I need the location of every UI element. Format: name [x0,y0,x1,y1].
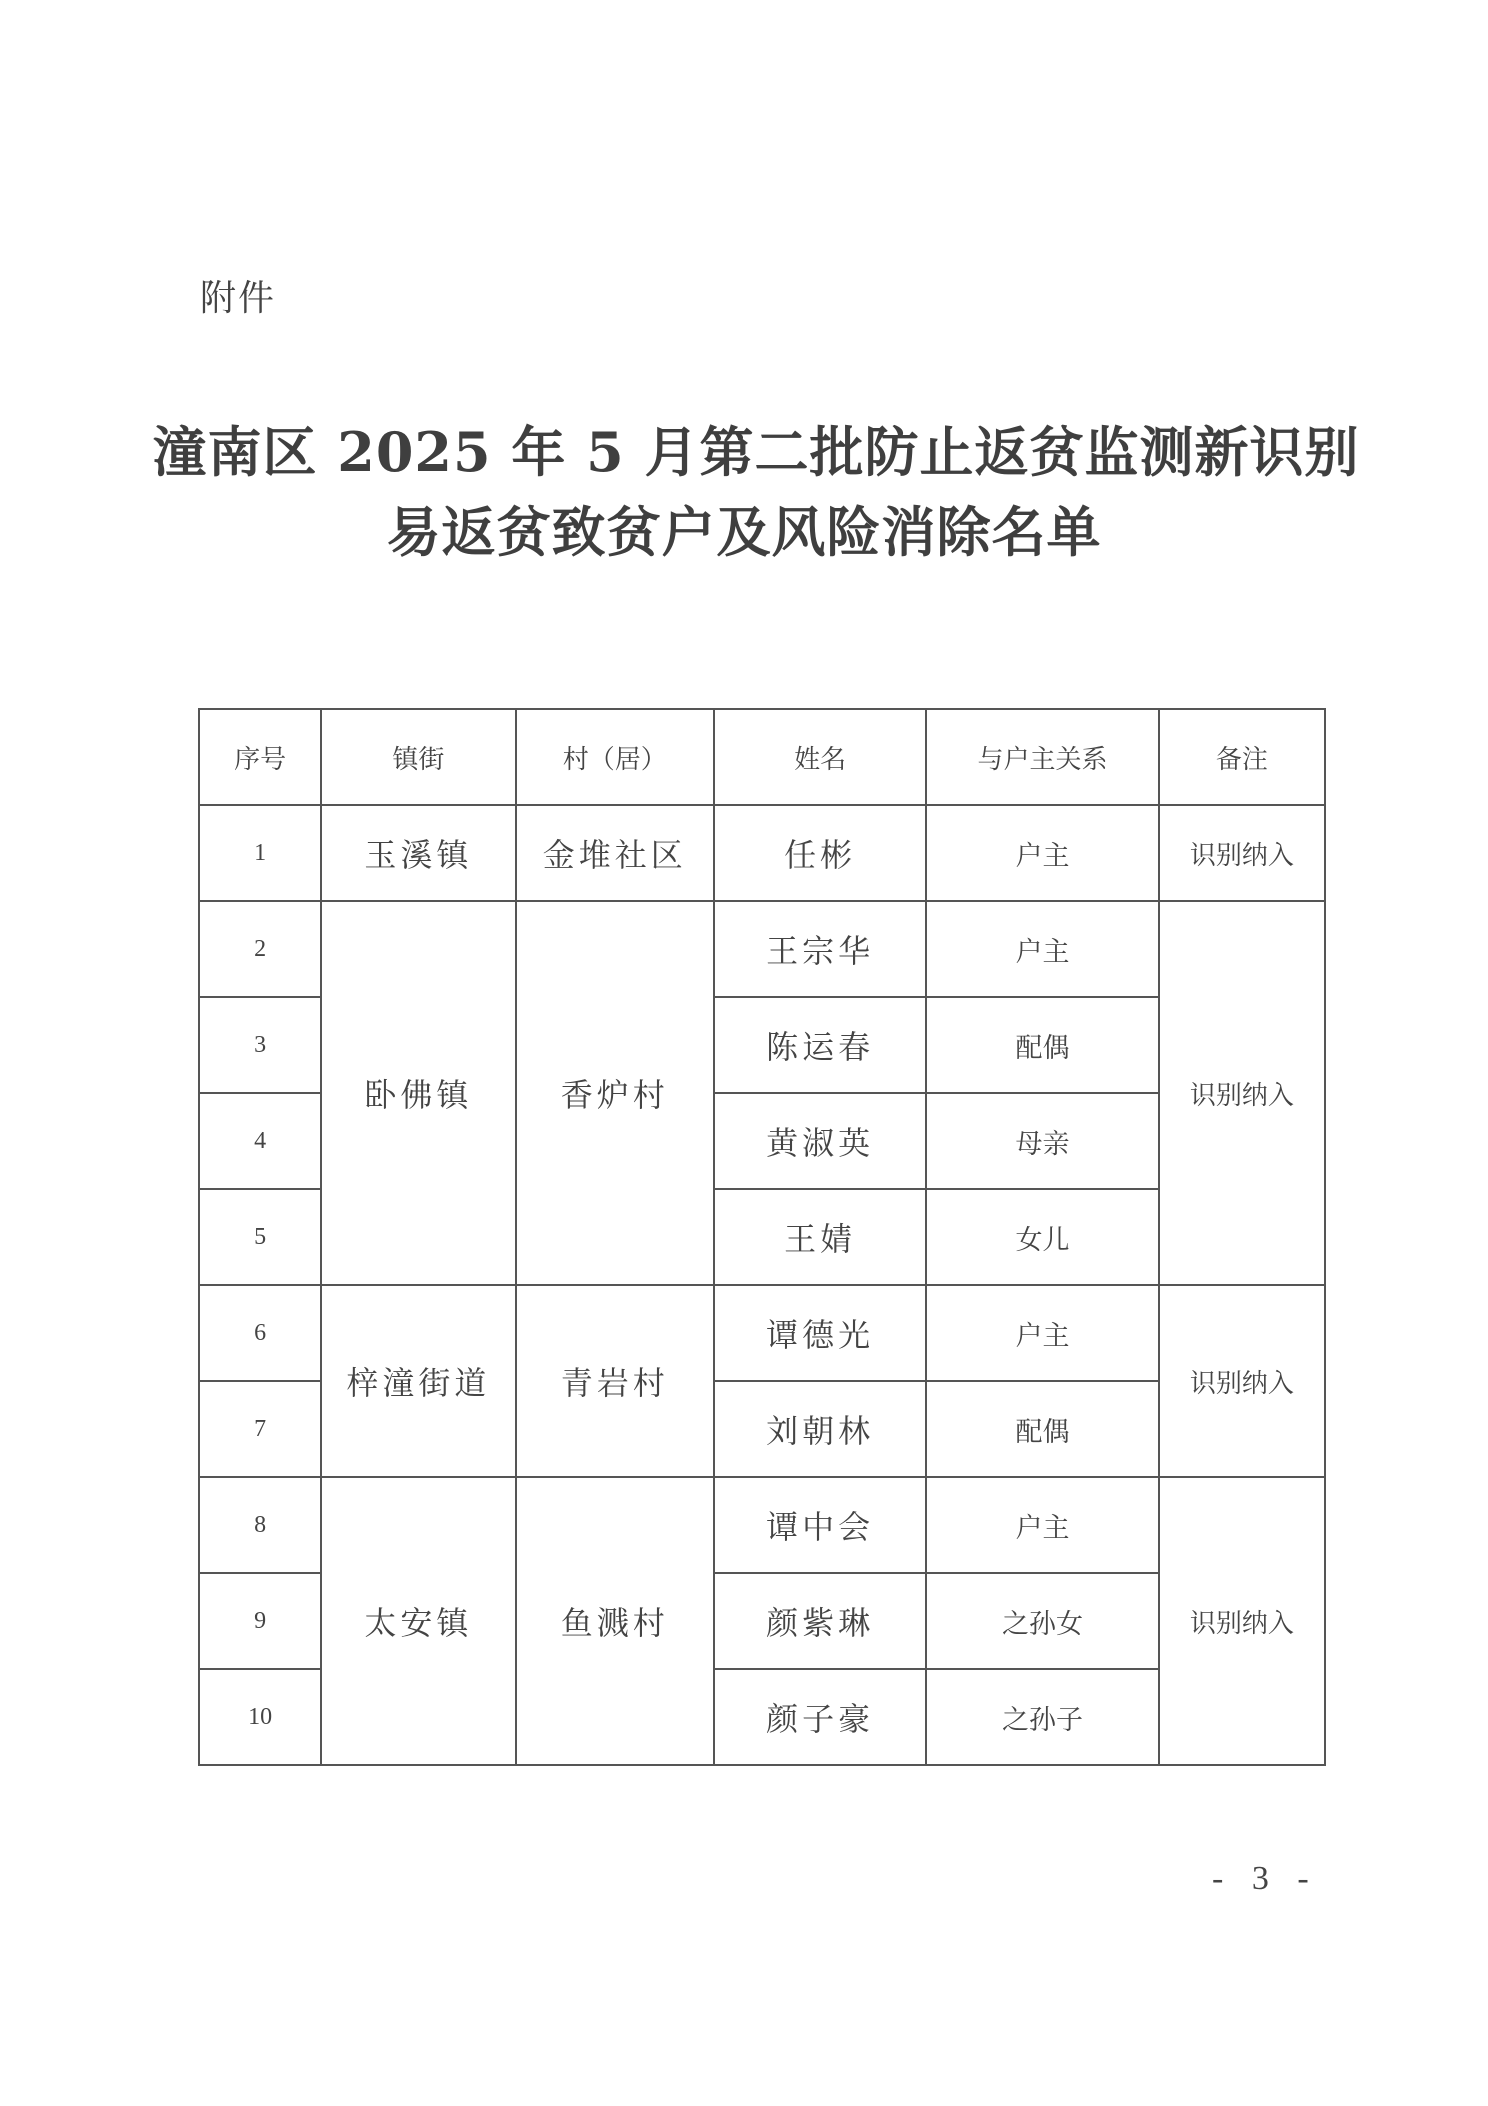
name-cell: 任彬 [714,805,926,901]
header-name: 姓名 [714,709,926,805]
header-note: 备注 [1159,709,1325,805]
seq-cell: 3 [199,997,321,1093]
town-cell: 太安镇 [321,1477,515,1765]
seq-cell: 7 [199,1381,321,1477]
attachment-label: 附件 [200,278,277,319]
note-cell: 识别纳入 [1159,805,1325,901]
name-cell: 黄淑英 [714,1093,926,1189]
relation-cell: 户主 [926,805,1158,901]
note-cell: 识别纳入 [1159,1285,1325,1477]
table-row [199,1285,1325,1381]
header-town: 镇街 [321,709,515,805]
header-seq: 序号 [199,709,321,805]
relation-cell: 母亲 [926,1093,1158,1189]
page-number: - 3 - [1212,1860,1319,1897]
name-cell: 王宗华 [714,901,926,997]
seq-cell: 9 [199,1573,321,1669]
seq-cell: 8 [199,1477,321,1573]
relation-cell: 配偶 [926,1381,1158,1477]
document-title-line-1: 潼南区 2025 年 5 月第二批防止返贫监测新识别 [152,420,1360,484]
header-relation: 与户主关系 [926,709,1158,805]
village-cell: 青岩村 [516,1285,714,1477]
name-cell: 刘朝林 [714,1381,926,1477]
town-cell: 玉溪镇 [321,805,515,901]
village-cell: 香炉村 [516,901,714,1285]
relation-cell: 户主 [926,1477,1158,1573]
town-cell: 梓潼街道 [321,1285,515,1477]
name-cell: 颜紫琳 [714,1573,926,1669]
relation-cell: 之孙女 [926,1573,1158,1669]
note-cell: 识别纳入 [1159,901,1325,1285]
table-header-row [199,709,1325,805]
seq-cell: 1 [199,805,321,901]
household-list-table [198,708,1326,1766]
village-cell: 金堆社区 [516,805,714,901]
relation-cell: 户主 [926,901,1158,997]
seq-cell: 6 [199,1285,321,1381]
name-cell: 颜子豪 [714,1669,926,1765]
table-row [199,901,1325,997]
relation-cell: 户主 [926,1285,1158,1381]
header-village: 村（居） [516,709,714,805]
village-cell: 鱼溅村 [516,1477,714,1765]
name-cell: 陈运春 [714,997,926,1093]
name-cell: 谭中会 [714,1477,926,1573]
seq-cell: 10 [199,1669,321,1765]
relation-cell: 女儿 [926,1189,1158,1285]
name-cell: 谭德光 [714,1285,926,1381]
table-row [199,1477,1325,1573]
relation-cell: 之孙子 [926,1669,1158,1765]
seq-cell: 2 [199,901,321,997]
note-cell: 识别纳入 [1159,1477,1325,1765]
name-cell: 王婧 [714,1189,926,1285]
table-row [199,805,1325,901]
relation-cell: 配偶 [926,997,1158,1093]
seq-cell: 5 [199,1189,321,1285]
document-title-line-2: 易返贫致贫户及风险消除名单 [386,500,1102,564]
seq-cell: 4 [199,1093,321,1189]
town-cell: 卧佛镇 [321,901,515,1285]
